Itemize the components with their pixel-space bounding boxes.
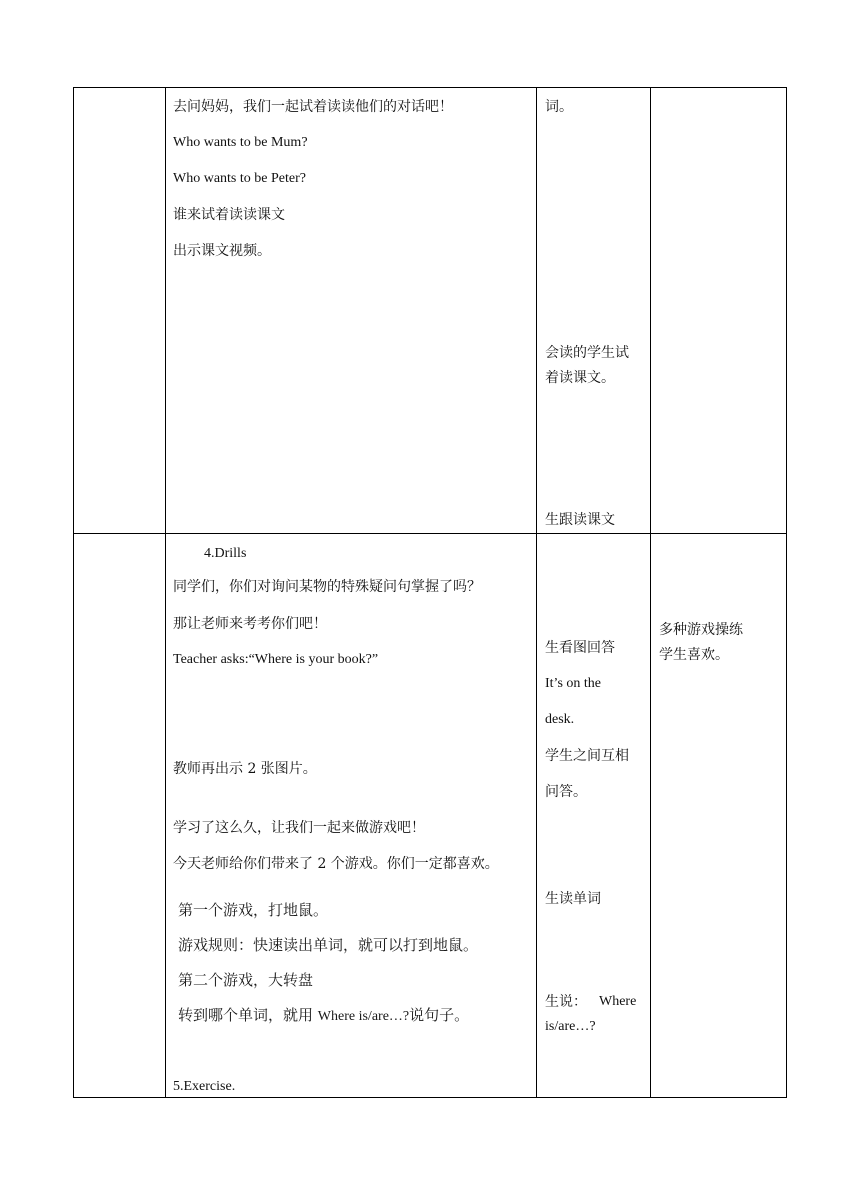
row2-student-text: is/are…? [545, 1019, 596, 1034]
column-divider [650, 87, 651, 1098]
game-rule-text: 转到哪个单词，就用 [178, 1006, 318, 1024]
row2-student-text: 问答。 [545, 784, 587, 800]
row1-content-line: 出示课文视频。 [173, 243, 271, 259]
row2-student-text: 生看图回答 [545, 640, 615, 656]
column-divider [165, 87, 166, 1098]
game-line: 第二个游戏，大转盘 [178, 971, 314, 989]
row1-content-line: 谁来试着读读课文 [173, 207, 285, 223]
row1-student-text: 词。 [545, 99, 573, 115]
row2-content-line: 那让老师来考考你们吧！ [173, 616, 327, 632]
row2-student-text: 生读单词 [545, 891, 601, 907]
game-rule-text: 说句子。 [409, 1006, 470, 1024]
row2-student-text: desk. [545, 712, 575, 727]
design-intent-text: 多种游戏操练 [659, 622, 743, 638]
row2-student-text: Where [599, 994, 637, 1009]
row1-content-line: 去问妈妈，我们一起试着读读他们的对话吧！ [173, 99, 453, 115]
row2-content-line: Teacher asks:“Where is your book?” [173, 652, 379, 667]
row2-content-line: 教师再出示 2 张图片。 [173, 761, 317, 777]
game-line: 第一个游戏，打地鼠。 [178, 901, 329, 919]
row1-content-line: Who wants to be Peter? [173, 171, 306, 186]
row1-student-text: 生跟读课文 [545, 512, 615, 528]
exercise-heading: 5.Exercise. [173, 1079, 236, 1094]
game-line: 游戏规则：快速读出单词，就可以打到地鼠。 [178, 936, 479, 954]
column-divider [536, 87, 537, 1098]
row2-content-line: 学习了这么久，让我们一起来做游戏吧！ [173, 820, 425, 836]
drills-heading: 4.Drills [204, 546, 247, 561]
row2-student-text: 生说： [545, 994, 587, 1010]
row2-student-text: It’s on the [545, 676, 601, 691]
game-rule-english: Where is/are…? [317, 1009, 410, 1024]
design-intent-text: 学生喜欢。 [659, 647, 729, 663]
row2-content-line: 今天老师给你们带来了 2 个游戏。你们一定都喜欢。 [173, 856, 499, 872]
row1-student-text: 着读课文。 [545, 370, 615, 386]
row1-content-line: Who wants to be Mum? [173, 135, 308, 150]
game-line [178, 1005, 469, 1027]
row1-student-text: 会读的学生试 [545, 345, 629, 361]
row2-content-line: 同学们，你们对询问某物的特殊疑问句掌握了吗？ [173, 579, 481, 595]
row-divider [73, 533, 787, 534]
row2-student-text: 学生之间互相 [545, 748, 629, 764]
